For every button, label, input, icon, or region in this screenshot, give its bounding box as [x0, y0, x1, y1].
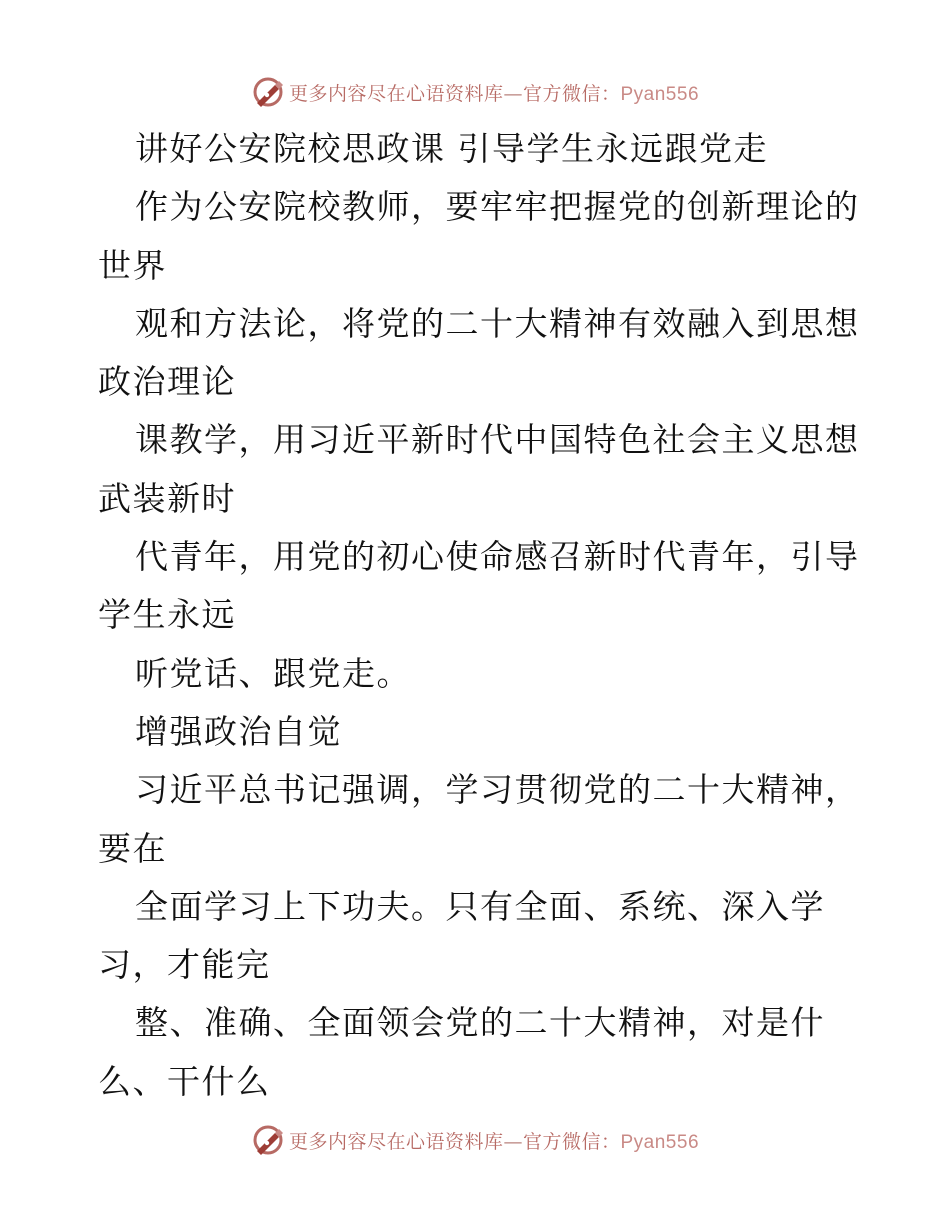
- document-body: [98, 120, 858, 1111]
- doc-title: 讲好公安院校思政课 引导学生永远跟党走: [135, 129, 768, 168]
- doc-line: 整、准确、全面领会党的二十大精神，对是什: [135, 1003, 825, 1043]
- doc-line: 全面学习上下功夫。只有全面、系统、深入学: [135, 886, 825, 926]
- doc-line: 武装新时: [98, 478, 236, 518]
- doc-line: 要在: [98, 828, 167, 868]
- banner-handle: Pyan556: [620, 83, 700, 105]
- section-heading: 增强政治自觉: [135, 711, 342, 751]
- doc-line: 政治理论: [98, 362, 236, 402]
- banner-text: [289, 1127, 699, 1154]
- banner-wechat-label: 官方微信：: [522, 1130, 621, 1153]
- banner-text: [289, 79, 699, 106]
- doc-line: 么、干什么: [98, 1061, 271, 1101]
- doc-line: 习，才能完: [98, 945, 271, 985]
- banner-wechat-label: 官方微信：: [522, 82, 621, 105]
- pen-logo-icon: [251, 1123, 285, 1157]
- doc-line: 习近平总书记强调，学习贯彻党的二十大精神，: [135, 770, 860, 810]
- banner-title: 更多内容尽在心语资料库: [288, 82, 504, 105]
- doc-line: 作为公安院校教师，要牢牢把握党的创新理论的: [135, 187, 860, 227]
- pen-logo-icon: [251, 75, 285, 109]
- banner-handle: Pyan556: [620, 1131, 700, 1153]
- doc-line: 听党话、跟党走。: [135, 653, 411, 693]
- doc-line: 代青年，用党的初心使命感召新时代青年，引导: [135, 537, 860, 577]
- banner-title: 更多内容尽在心语资料库: [288, 1130, 504, 1153]
- doc-line: 观和方法论，将党的二十大精神有效融入到思想: [135, 303, 860, 343]
- header-banner: [0, 72, 950, 112]
- doc-line: 学生永远: [98, 595, 236, 635]
- banner-separator: —: [503, 82, 523, 105]
- doc-line: 世界: [98, 245, 167, 285]
- footer-banner: [0, 1120, 950, 1160]
- banner-separator: —: [503, 1130, 523, 1153]
- doc-line: 课教学，用习近平新时代中国特色社会主义思想: [135, 420, 860, 460]
